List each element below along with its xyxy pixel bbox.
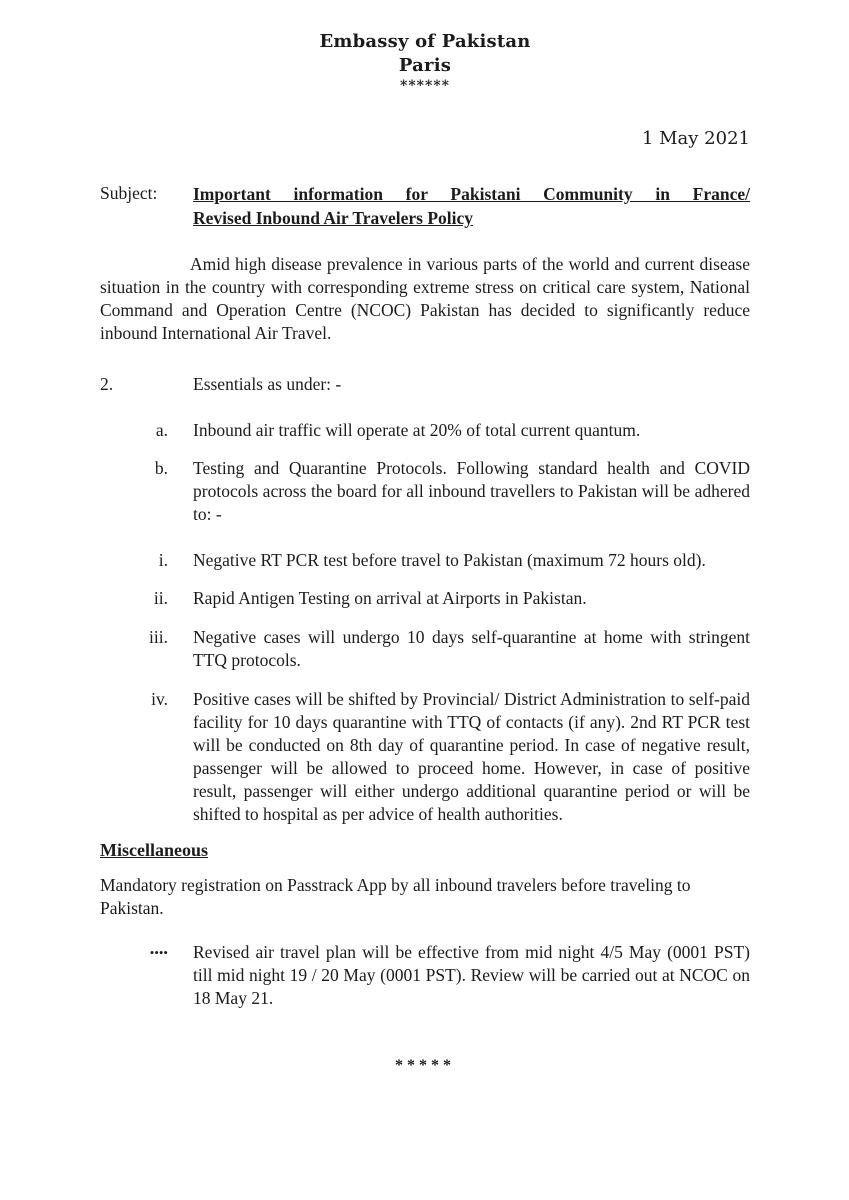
document-date: 1 May 2021 — [641, 128, 750, 149]
bullet-item — [100, 941, 750, 1010]
bullet-text: Revised air travel plan will be effective from mid night 4/5 May (0001 PST) till mid night 19 / 20 May (0001 PST). Review will be carried out at NCOC on 18 May 21. — [193, 942, 750, 1008]
miscellaneous-heading: Miscellaneous — [100, 840, 208, 860]
list-item-ii-label: ii. — [153, 588, 168, 608]
section-2-row — [100, 373, 750, 396]
footer-separator: ***** — [395, 1057, 455, 1074]
list-item-iv — [100, 688, 750, 826]
list-item-b-label: b. — [154, 458, 168, 478]
subject-text — [193, 182, 750, 230]
list-item-iii-label: iii. — [149, 627, 168, 647]
list-item-iii — [100, 626, 750, 672]
letterhead-separator: ****** — [400, 78, 450, 94]
bullet-dots-icon: •••• — [149, 945, 168, 960]
list-item-i — [100, 549, 750, 572]
list-item-b-text: Testing and Quarantine Protocols. Following standard health and COVID protocols across the board for all inbound travellers to Pakistan will be adhered to: - — [193, 458, 750, 524]
subject-block — [100, 182, 750, 230]
list-item-iv-label: iv. — [151, 689, 168, 709]
list-item-i-label: i. — [158, 550, 168, 570]
list-item-iv-text: Positive cases will be shifted by Provincial/ District Administration to self-paid facility for 10 days quarantine with TTQ of contacts (if any). 2nd RT PCR test will be conducted on 8th day of quarantine period. In case of negative result, passenger will be allowed to proceed home. However, in case of positive result, passenger will either undergo additional quarantine period or will be shifted to hospital as per advice of health authorities. — [193, 689, 750, 824]
list-item-a-label: a. — [155, 420, 168, 440]
subject-line-2: Revised Inbound Air Travelers Policy — [193, 208, 474, 228]
section-2-number: 2. — [100, 374, 114, 394]
list-item-ii-text: Rapid Antigen Testing on arrival at Airports in Pakistan. — [193, 588, 587, 608]
subject-label: Subject: — [100, 183, 158, 203]
letterhead — [100, 30, 750, 95]
list-item-a — [100, 419, 750, 442]
bullet-marker — [100, 941, 168, 1010]
subject-line-1: Important information for Pakistani Community in France/ — [193, 184, 750, 204]
section-2-heading: Essentials as under: - — [193, 374, 342, 394]
letterhead-city: Paris — [398, 55, 452, 76]
list-item-iii-text: Negative cases will undergo 10 days self-quarantine at home with stringent TTQ protocols. — [193, 627, 750, 670]
miscellaneous-paragraph: Mandatory registration on Passtrack App by all inbound travelers before traveling to Pakistan. — [100, 875, 691, 918]
list-item-b — [100, 457, 750, 526]
list-item-a-text: Inbound air traffic will operate at 20% of total current quantum. — [193, 420, 641, 440]
list-item-i-text: Negative RT PCR test before travel to Pakistan (maximum 72 hours old). — [193, 550, 706, 570]
intro-paragraph: Amid high disease prevalence in various parts of the world and current disease situation in the country with corresponding extreme stress on critical care system, National Command and Operation Centre (NCOC) Pakistan has decided to significantly reduce inbound International Air Travel. — [100, 254, 750, 343]
letterhead-organization: Embassy of Pakistan — [319, 31, 531, 52]
list-item-ii — [100, 587, 750, 610]
